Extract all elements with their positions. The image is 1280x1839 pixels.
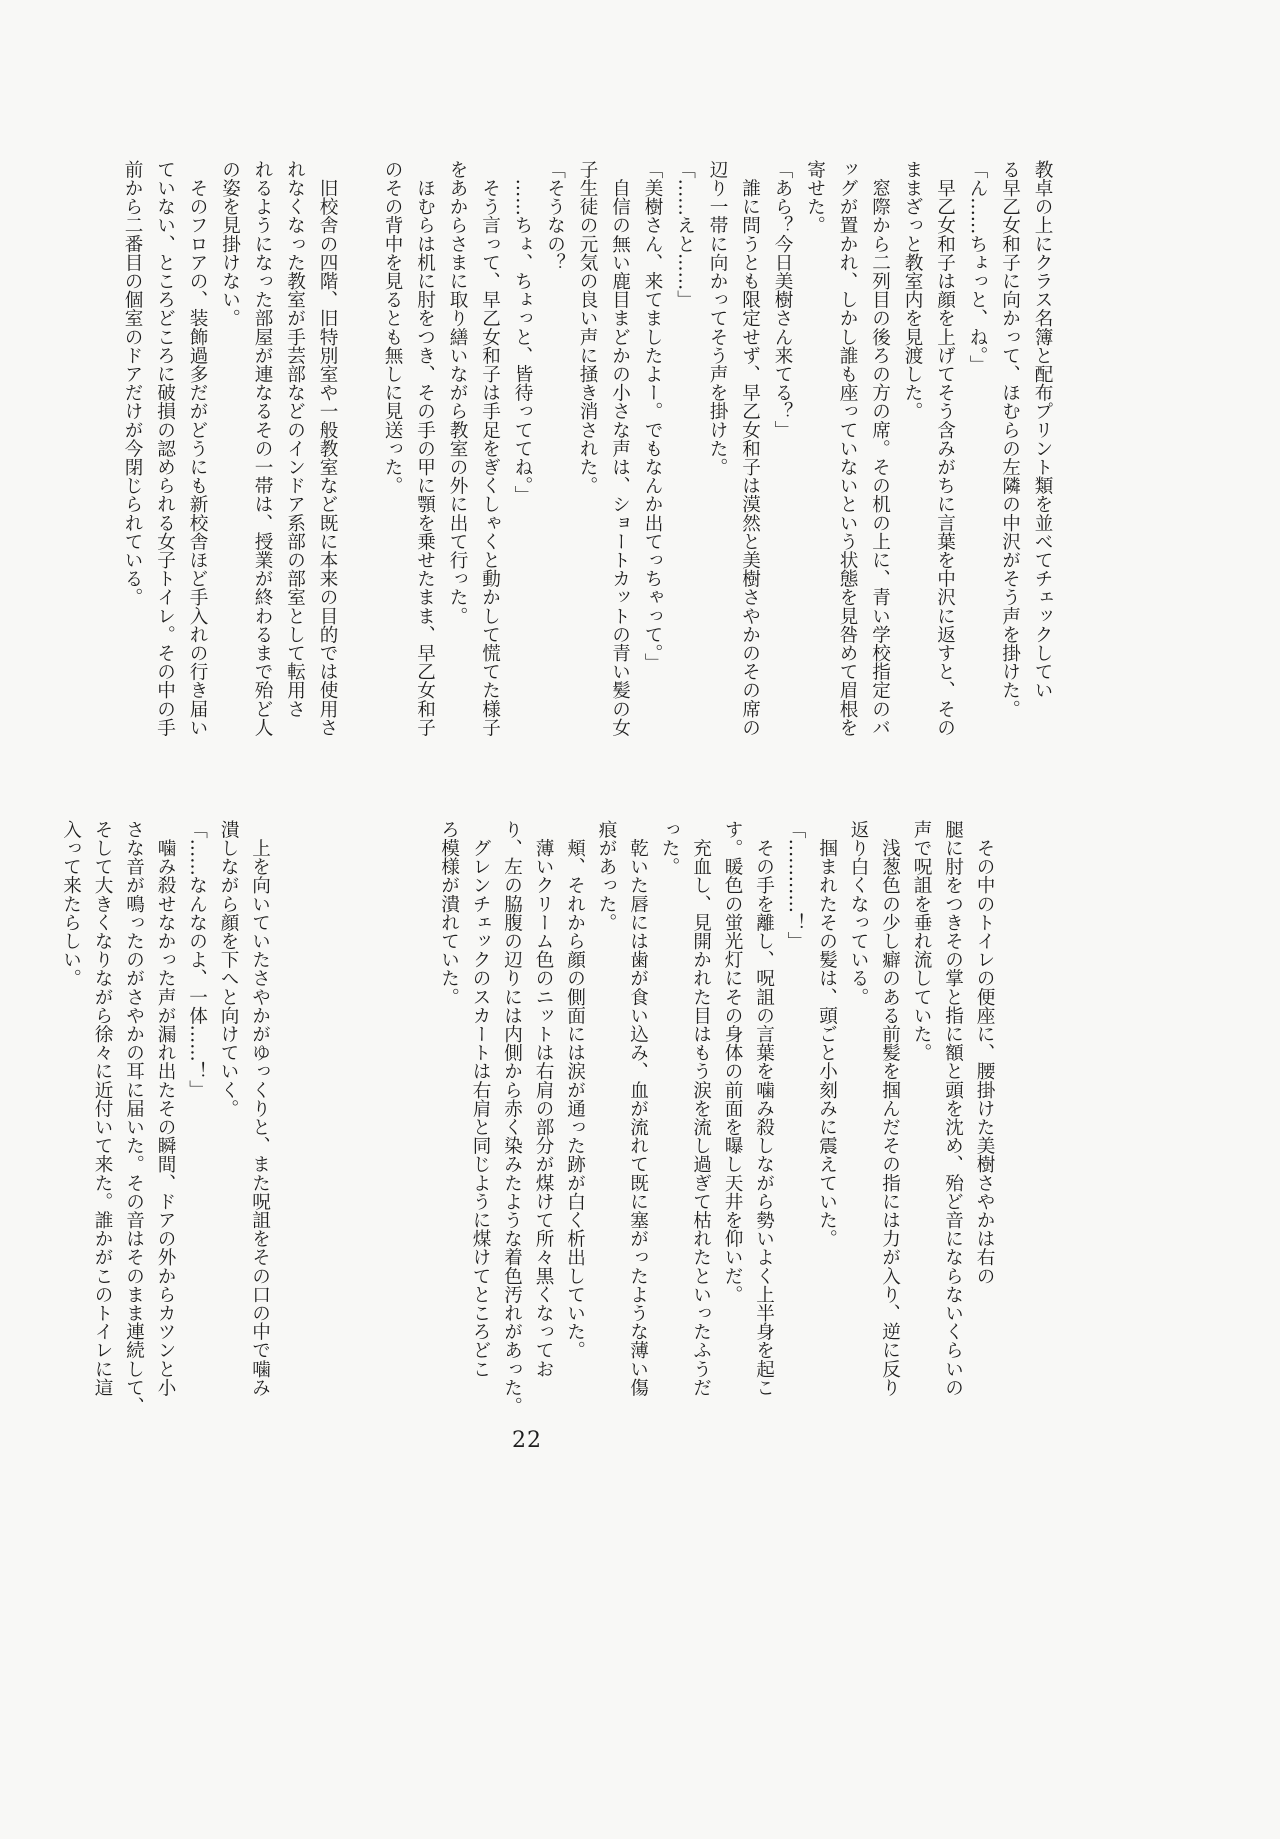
text-line: ほむらは机に肘をつき、その手の甲に顎を乗せたまま、早乙女和子 — [414, 160, 436, 737]
omitted-line — [339, 820, 371, 1400]
text-line: 入って来たらしい。 — [60, 820, 82, 988]
text-line: 誰に問うとも限定せず、早乙女和子は漠然と美樹さやかのその席の — [739, 160, 761, 737]
page-number: 22 — [512, 1428, 542, 1453]
text-line: その中のトイレの便座に、腰掛けた美樹さやかは右の — [974, 820, 995, 1285]
text-line: 乾いた唇には歯が食い込み、血が流れて既に塞がったような薄い傷 — [627, 820, 649, 1397]
text-line: 「…………！」 — [785, 820, 806, 951]
text-line: 「……えと……」 — [674, 160, 696, 309]
upper-text-block — [116, 160, 1059, 737]
text-line: のその背中を見るとも無しに見送った。 — [382, 160, 403, 495]
text-line: その手を離し、呪詛の言葉を噛み殺しながら勢いよく上半身を起こ — [753, 820, 775, 1397]
text-line: ていない、ところどころに破損の認められる女子トイレ。その中の手 — [154, 160, 176, 737]
text-line: 「あら？今日美樹さん来てる？」 — [772, 160, 793, 439]
omitted-line — [307, 820, 339, 1400]
text-line: 「美樹さん、来てましたよー。でもなんか出てっちゃって。」 — [642, 160, 663, 672]
text-line: 辺り一帯に向かってそう声を掛けた。 — [707, 160, 728, 477]
text-line: 返り白くなっている。 — [848, 820, 869, 1006]
text-line: そう言って、早乙女和子は手足をぎくしゃくと動かして慌てた様子 — [479, 160, 501, 737]
text-line: 頬、それから顔の側面には涙が通った跡が白く析出していた。 — [564, 820, 586, 1360]
text-line: 噛み殺せなかった声が漏れ出たその瞬間、ドアの外からカツンと小 — [155, 820, 176, 1397]
text-line: 「ん……ちょっと、ね。」 — [967, 160, 988, 374]
text-line: ままざっと教室内を見渡した。 — [902, 160, 923, 421]
text-line: 「……なんなのよ、一体……！」 — [186, 820, 208, 1099]
text-line: 子生徒の元気の良い声に掻き消された。 — [577, 160, 598, 495]
text-line: る早乙女和子に向かって、ほむらの左隣の中沢がそう声を掛けた。 — [999, 160, 1021, 718]
text-line: をあからさまに取り繕いながら教室の外に出て行った。 — [447, 160, 468, 625]
text-line: 「そうなの？ — [544, 160, 566, 272]
text-line: グレンチェックのスカートは右肩と同じように煤けてところどこ — [470, 820, 491, 1378]
omitted-line — [370, 820, 402, 1400]
lower-text-block — [55, 820, 1000, 1416]
text-line: そのフロアの、装飾過多だがどうにも新校舎ほど手入れの行き届い — [187, 160, 208, 737]
text-line: れるようになった部屋が連なるその一帯は、授業が終わるまで殆ど人 — [252, 160, 273, 737]
text-line: ッグが置かれ、しかし誰も座っていないという状態を見咎めて眉根を — [837, 160, 858, 737]
text-line: ろ模様が潰れていた。 — [438, 820, 460, 1006]
text-line: 上を向いていたさやかがゆっくりと、また呪詛をその口の中で噛み — [249, 820, 271, 1397]
text-line: 痕があった。 — [596, 820, 617, 932]
text-line: 早乙女和子は顔を上げてそう含みがちに言葉を中沢に返すと、その — [934, 160, 956, 737]
text-line: 声で呪詛を垂れ流していた。 — [911, 820, 932, 1062]
text-line: そして大きくなりながら徐々に近付いて来た。誰かがこのトイレに這 — [92, 820, 113, 1397]
text-line: れなくなった教室が手芸部などのインドア系部の部室として転用さ — [284, 160, 306, 718]
text-line: り、左の脇腹の辺りには内側から赤く染みたような着色汚れがあった。 — [501, 820, 523, 1416]
text-line: 窓際から二列目の後ろの方の席。その机の上に、青い学校指定のバ — [869, 160, 891, 737]
text-line: さな音が鳴ったのがさやかの耳に届いた。その音はそのまま連続して、 — [123, 820, 145, 1416]
text-line: 充血し、見開かれた目はもう涙を流し過ぎて枯れたといったふうだ — [690, 820, 712, 1397]
text-line: 潰しながら顔を下へと向けていく。 — [218, 820, 239, 1118]
text-line: ……ちょ、ちょっと、皆待っててね。」 — [512, 160, 533, 505]
text-line: った。 — [659, 820, 680, 876]
omitted-line — [402, 820, 434, 1400]
text-line: 前から二番目の個室のドアだけが今閉じられている。 — [122, 160, 143, 607]
text-line: 寄せた。 — [804, 160, 826, 235]
text-line: 教卓の上にクラス名簿と配布プリント類を並べてチェックしてい — [1032, 160, 1053, 700]
text-line: 薄いクリーム色のニットは右肩の部分が煤けて所々黒くなってお — [533, 820, 554, 1378]
text-line — [343, 160, 376, 730]
omitted-line — [276, 820, 308, 1400]
text-line: 自信の無い鹿目まどかの小さな声は、ショートカットの青い髪の女 — [609, 160, 631, 737]
text-line: 腿に肘をつきその掌と指に額と頭を沈め、殆ど音にならないくらいの — [942, 820, 964, 1397]
text-line: の姿を見掛けない。 — [219, 160, 241, 328]
text-line: す。暖色の蛍光灯にその身体の前面を曝し天井を仰いだ。 — [722, 820, 743, 1304]
text-line: 掴まれたその髪は、頭ごと小刻みに震えていた。 — [816, 820, 838, 1248]
text-line: 浅葱色の少し癖のある前髪を掴んだその指には力が入り、逆に反り — [879, 820, 901, 1397]
text-line: 旧校舎の四階、旧特別室や一般教室など既に本来の目的では使用さ — [317, 160, 338, 737]
